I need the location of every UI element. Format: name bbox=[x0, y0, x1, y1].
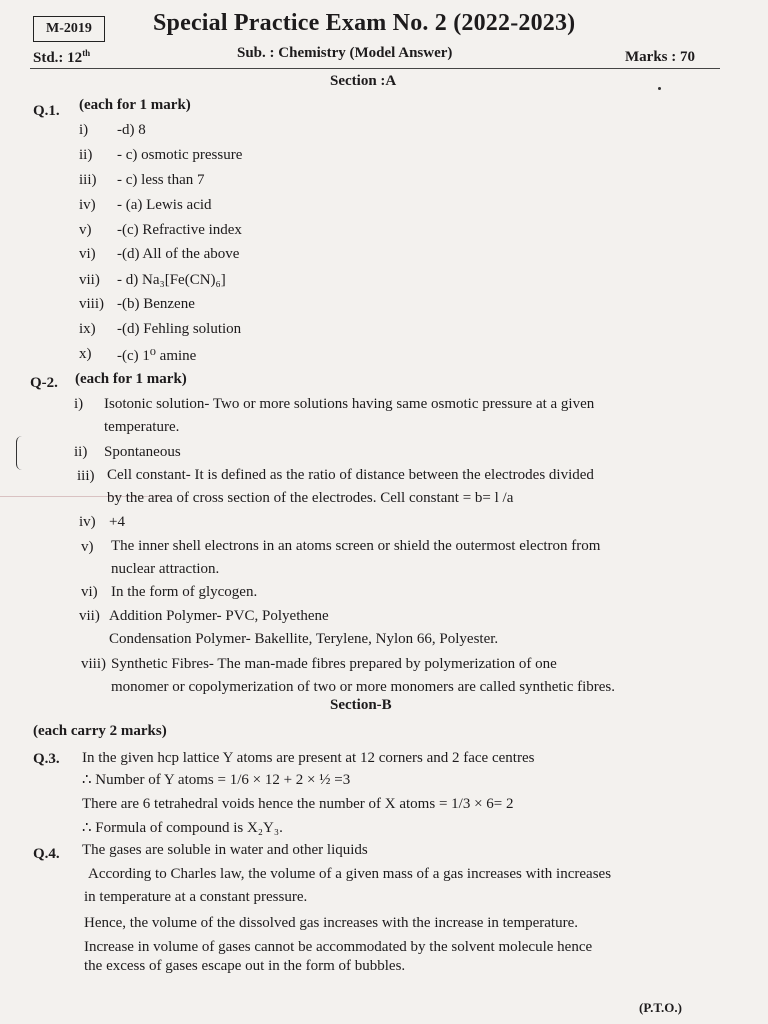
q2-item-answer-line: Isotonic solution- Two or more solutions having same osmotic pressure at a given bbox=[104, 396, 595, 412]
q2-item-numeral: iii) bbox=[77, 468, 95, 484]
q3-answer-line: There are 6 tetrahedral voids hence the number of X atoms = 1/3 × 6= 2 bbox=[82, 796, 514, 812]
q4-answer-line: in temperature at a constant pressure. bbox=[84, 889, 308, 905]
q3-number: Q.3. bbox=[33, 751, 60, 767]
q2-item-numeral: vi) bbox=[81, 584, 98, 600]
q2-item-answer-line: temperature. bbox=[104, 419, 180, 435]
q2-item-numeral: i) bbox=[74, 396, 84, 412]
q4-number: Q.4. bbox=[33, 846, 60, 862]
q1-item-numeral: ii) bbox=[79, 147, 93, 163]
q1-item-numeral: ix) bbox=[79, 321, 96, 337]
q4-answer-line: Hence, the volume of the dissolved gas increases with the increase in temperature. bbox=[84, 915, 578, 931]
q2-item-answer-line: nuclear attraction. bbox=[111, 561, 220, 577]
q1-item-numeral: i) bbox=[79, 122, 89, 138]
q1-item-answer: -(d) Fehling solution bbox=[117, 321, 242, 337]
q2-item-answer-line: monomer or copolymerization of two or more monomers are called synthetic fibres. bbox=[111, 679, 616, 695]
q1-item-answer: - c) osmotic pressure bbox=[117, 147, 243, 163]
q2-item-answer-line: by the area of cross section of the electrodes. Cell constant = b= l /a bbox=[107, 490, 514, 506]
q1-item-answer: -(c) 1⁰ amine bbox=[117, 348, 197, 364]
q2-item-answer-line: Synthetic Fibres- The man-made fibres prepared by polymerization of one bbox=[111, 656, 557, 672]
q2-item-answer-line: Addition Polymer- PVC, Polyethene bbox=[109, 608, 329, 624]
paper-code-box: M-2019 bbox=[33, 16, 105, 42]
standard-label: Std.: 12th bbox=[33, 48, 91, 66]
section-a-heading: Section :A bbox=[330, 73, 397, 89]
q1-item-numeral: vi) bbox=[79, 246, 96, 262]
section-b-instruction: (each carry 2 marks) bbox=[33, 723, 167, 739]
subject-label: Sub. : Chemistry (Model Answer) bbox=[237, 45, 453, 61]
stray-mark bbox=[658, 87, 661, 90]
section-b-heading: Section-B bbox=[330, 697, 392, 713]
q2-item-answer-line: The inner shell electrons in an atoms screen or shield the outermost electron from bbox=[111, 538, 601, 554]
total-marks: Marks : 70 bbox=[625, 49, 695, 65]
q2-item-numeral: viii) bbox=[81, 656, 106, 672]
exam-title: Special Practice Exam No. 2 (2022-2023) bbox=[153, 10, 576, 36]
q4-answer-line: According to Charles law, the volume of a given mass of a gas increases with increases bbox=[88, 866, 612, 882]
q2-item-answer-line: Spontaneous bbox=[104, 444, 181, 460]
q2-item-numeral: ii) bbox=[74, 444, 88, 460]
q2-item-numeral: v) bbox=[81, 539, 94, 555]
q1-item-answer: - c) less than 7 bbox=[117, 172, 205, 188]
q1-item-numeral: iii) bbox=[79, 172, 97, 188]
q1-item-numeral: vii) bbox=[79, 272, 100, 288]
q3-answer-line: ∴ Number of Y atoms = 1/6 × 12 + 2 × ½ =3 bbox=[82, 772, 351, 788]
q2-item-answer-line: +4 bbox=[109, 514, 125, 530]
q1-item-answer: -(c) Refractive index bbox=[117, 222, 242, 238]
q2-item-numeral: iv) bbox=[79, 514, 96, 530]
q3-answer-line: In the given hcp lattice Y atoms are present at 12 corners and 2 face centres bbox=[82, 750, 535, 766]
q3-answer-line: ∴ Formula of compound is X₂Y₃. bbox=[82, 820, 283, 836]
q1-number: Q.1. bbox=[33, 103, 60, 119]
q1-item-numeral: x) bbox=[79, 346, 92, 362]
q1-item-numeral: viii) bbox=[79, 296, 104, 312]
q1-instruction: (each for 1 mark) bbox=[79, 97, 191, 113]
please-turn-over: (P.T.O.) bbox=[639, 1000, 682, 1015]
q2-instruction: (each for 1 mark) bbox=[75, 371, 187, 387]
q2-item-answer-line: Condensation Polymer- Bakellite, Terylene, Nylon 66, Polyester. bbox=[109, 631, 499, 647]
q2-item-answer-line: Cell constant- It is defined as the ratio of distance between the electrodes divided bbox=[107, 467, 594, 483]
q1-item-answer: - d) Na₃[Fe(CN)₆] bbox=[117, 272, 226, 288]
q1-item-answer: -(b) Benzene bbox=[117, 296, 195, 312]
q1-item-numeral: v) bbox=[79, 222, 92, 238]
q2-item-numeral: vii) bbox=[79, 608, 100, 624]
q2-number: Q-2. bbox=[30, 375, 58, 391]
q1-item-answer: -(d) All of the above bbox=[117, 246, 240, 262]
margin-bracket-mark bbox=[16, 436, 23, 470]
q4-answer-line: the excess of gases escape out in the form of bubbles. bbox=[84, 958, 406, 974]
q4-answer-line: The gases are soluble in water and other liquids bbox=[82, 842, 368, 858]
header-divider bbox=[30, 68, 720, 69]
q2-item-answer-line: In the form of glycogen. bbox=[111, 584, 258, 600]
q1-item-answer: - (a) Lewis acid bbox=[117, 197, 212, 213]
q1-item-numeral: iv) bbox=[79, 197, 96, 213]
q1-item-answer: -d) 8 bbox=[117, 122, 146, 138]
q4-answer-line: Increase in volume of gases cannot be accommodated by the solvent molecule hence bbox=[84, 939, 593, 955]
